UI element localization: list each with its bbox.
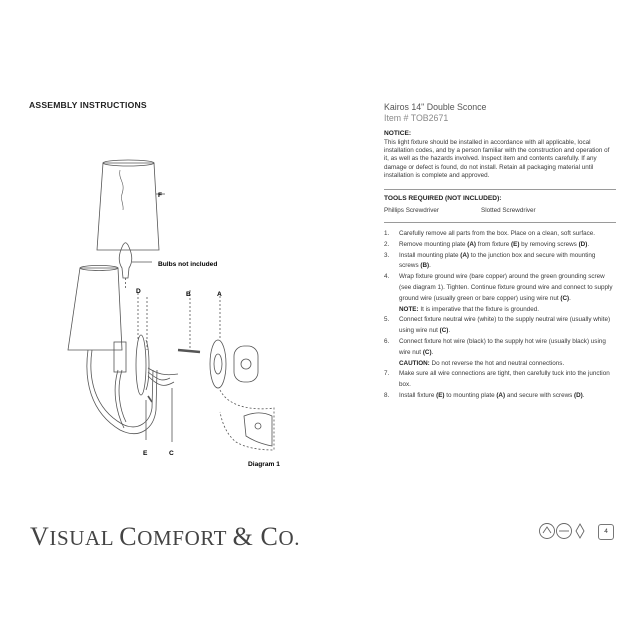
step-item — [384, 272, 616, 304]
step-number: 6. — [384, 337, 390, 345]
label-bulbs: Bulbs not included — [158, 261, 218, 268]
brand-logo: VISUAL COMFORT & CO. — [30, 522, 301, 551]
tool-item: Phillips Screwdriver — [384, 207, 439, 215]
page-heading: ASSEMBLY INSTRUCTIONS — [29, 100, 147, 110]
step-text: CAUTION: Do not reverse the hot and neutral connections. — [399, 359, 565, 367]
steps-list — [384, 229, 616, 402]
mounting-plate-a — [210, 340, 226, 388]
product-item-number: Item # TOB2671 — [384, 113, 449, 123]
step-number — [384, 359, 399, 370]
step-number: 3. — [384, 251, 390, 259]
step-item — [384, 305, 616, 316]
instructions-column — [384, 102, 616, 402]
step-number: 2. — [384, 240, 390, 248]
divider — [384, 189, 616, 190]
step-text: Remove mounting plate (A) from fixture (E) by removing screws (D). — [399, 240, 590, 248]
divider — [384, 222, 616, 223]
label-b: B — [186, 291, 191, 298]
step-item — [384, 337, 616, 359]
fixture-shade — [68, 268, 122, 350]
step-number: 8. — [384, 391, 390, 399]
step-text: NOTE: It is imperative that the fixture is grounded. — [399, 305, 539, 313]
label-d: D — [136, 288, 141, 295]
label-e: E — [143, 450, 148, 457]
step-number: 4. — [384, 273, 390, 281]
step-item — [384, 359, 616, 370]
step-item — [384, 251, 616, 273]
step-number — [384, 305, 399, 316]
step-text: Wrap fixture ground wire (bare copper) around the green grounding screw (see diagram 1). Tighten. Continue fixture ground wire and connect to supply ground wire (usually green or bare copper) using wire nut (C). — [399, 273, 613, 302]
notice-heading: NOTICE: — [384, 130, 412, 137]
step-item — [384, 240, 616, 251]
etl-icon — [540, 524, 555, 539]
product-title: Kairos 14" Double Sconce — [384, 102, 487, 112]
step-item — [384, 229, 616, 240]
step-text: Make sure all wire connections are tight, then carefully tuck into the junction box. — [399, 370, 610, 389]
bulb-type-icon — [576, 524, 584, 538]
tools-list — [384, 207, 616, 214]
label-c: C — [169, 450, 174, 457]
tool-item: Slotted Screwdriver — [481, 207, 536, 215]
page-number: 4 — [598, 524, 614, 540]
assembly-diagram — [60, 150, 310, 480]
tools-heading: TOOLS REQUIRED (NOT INCLUDED): — [384, 195, 502, 203]
step-text: Install mounting plate (A) to the junction box and secure with mounting screws (B). — [399, 251, 596, 270]
label-diagram-1: Diagram 1 — [248, 461, 280, 468]
step-number: 5. — [384, 316, 390, 324]
certification-icons — [538, 522, 594, 540]
step-item — [384, 391, 616, 402]
step-number: 7. — [384, 370, 390, 378]
step-item — [384, 315, 616, 337]
label-a: A — [217, 291, 222, 298]
step-text: Connect fixture hot wire (black) to the supply hot wire (usually black) using wire nut (C). — [399, 337, 606, 356]
step-text: Connect fixture neutral wire (white) to the supply neutral wire (usually white) using wire nut (C). — [399, 316, 611, 335]
shade-f — [97, 163, 159, 250]
step-text: Carefully remove all parts from the box. Place on a clean, soft surface. — [399, 230, 595, 238]
step-item — [384, 369, 616, 391]
step-number: 1. — [384, 230, 390, 238]
bulb — [119, 243, 132, 278]
step-text: Install fixture (E) to mounting plate (A) and secure with screws (D). — [399, 391, 585, 399]
label-f: F — [158, 192, 163, 199]
notice-text: This light fixture should be installed in accordance with all applicable, local installation codes, and by a person familiar with the construction and operation of it, as well as the hazards involved. Inspect item and contents carefully. If any damage or defect is found, do not install. Retain all packaging material until installation is complete and approved. — [384, 139, 610, 179]
